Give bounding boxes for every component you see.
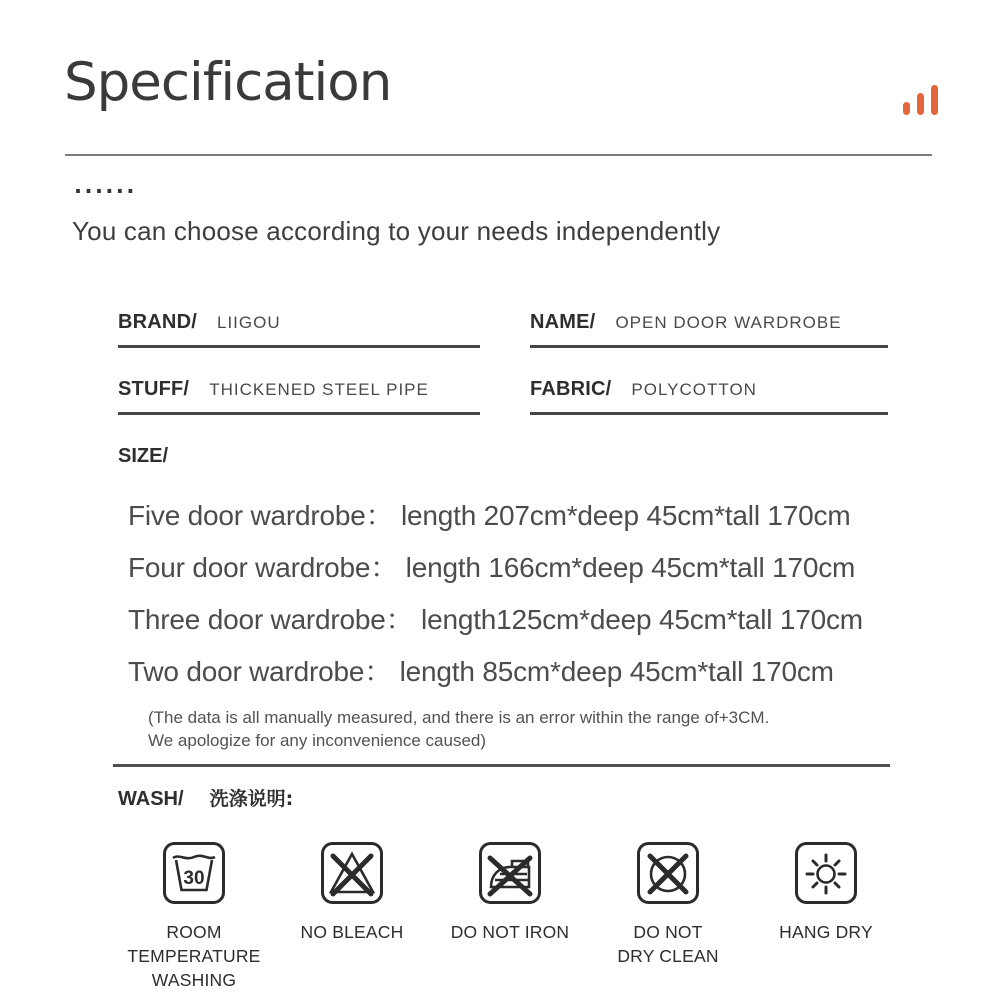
care-item-label: DO NOT DRY CLEAN	[617, 922, 719, 966]
care-item-do-not-iron	[431, 841, 589, 992]
wash-label-chinese: 洗涤说明:	[209, 788, 294, 810]
do-not-iron-icon	[478, 841, 542, 905]
care-item-label: HANG DRY	[779, 922, 873, 942]
attr-row-name	[530, 311, 888, 348]
name-value: OPEN DOOR WARDROBE	[615, 313, 842, 332]
brand-label: BRAND/	[118, 311, 197, 333]
size-line-three-door: Three door wardrobe： length125cm*deep 45cm*tall 170cm	[128, 604, 863, 635]
care-item-room-temperature-washing	[115, 841, 273, 992]
do-not-dry-clean-icon	[636, 841, 700, 905]
measurement-note-line-1: (The data is all manually measured, and there is an error within the range of+3CM.	[148, 708, 770, 727]
attr-row-brand	[118, 311, 480, 348]
bar-chart-icon	[902, 82, 940, 116]
measurement-note	[148, 706, 1000, 752]
care-item-label: DO NOT IRON	[450, 922, 570, 942]
intro-subtitle: You can choose according to your needs independently	[72, 216, 721, 246]
decorative-dots: ......	[74, 174, 137, 198]
brand-value: LIIGOU	[216, 313, 281, 332]
care-item-no-bleach	[273, 841, 431, 992]
fabric-value: POLYCOTTON	[631, 380, 757, 399]
wash-temperature-30-icon	[162, 841, 226, 905]
wash-section-divider	[113, 764, 890, 767]
page-header	[0, 52, 1000, 114]
header-divider	[65, 154, 932, 156]
care-item-hang-dry	[747, 841, 905, 992]
measurement-note-line-2: We apologize for any inconvenience caused)	[148, 731, 487, 750]
attr-row-stuff	[118, 378, 480, 415]
care-item-do-not-dry-clean	[589, 841, 747, 992]
attribute-table	[118, 311, 1000, 415]
fabric-label: FABRIC/	[530, 378, 612, 400]
hang-dry-icon	[794, 841, 858, 905]
bar-small	[903, 102, 910, 115]
no-bleach-icon	[320, 841, 384, 905]
wash-label: WASH/	[118, 788, 184, 810]
bar-tall	[931, 85, 938, 115]
size-line-four-door: Four door wardrobe： length 166cm*deep 45cm*tall 170cm	[128, 552, 856, 583]
size-section-label: SIZE/	[118, 445, 169, 467]
care-item-label: NO BLEACH	[300, 922, 404, 942]
attr-row-fabric	[530, 378, 888, 415]
name-label: NAME/	[530, 311, 596, 333]
stuff-label: STUFF/	[118, 378, 190, 400]
care-icons-row	[115, 841, 905, 992]
bar-medium	[917, 93, 924, 115]
size-list	[128, 498, 1000, 689]
wash-section-header	[118, 784, 1000, 811]
page-title: Specification	[64, 52, 392, 113]
size-line-five-door: Five door wardrobe： length 207cm*deep 45cm*tall 170cm	[128, 500, 851, 531]
stuff-value: THICKENED STEEL PIPE	[209, 380, 429, 399]
care-item-label: ROOM TEMPERATURE WASHING	[127, 922, 261, 990]
wash-temperature-value: 30	[183, 868, 205, 889]
size-line-two-door: Two door wardrobe： length 85cm*deep 45cm*tall 170cm	[128, 656, 834, 687]
